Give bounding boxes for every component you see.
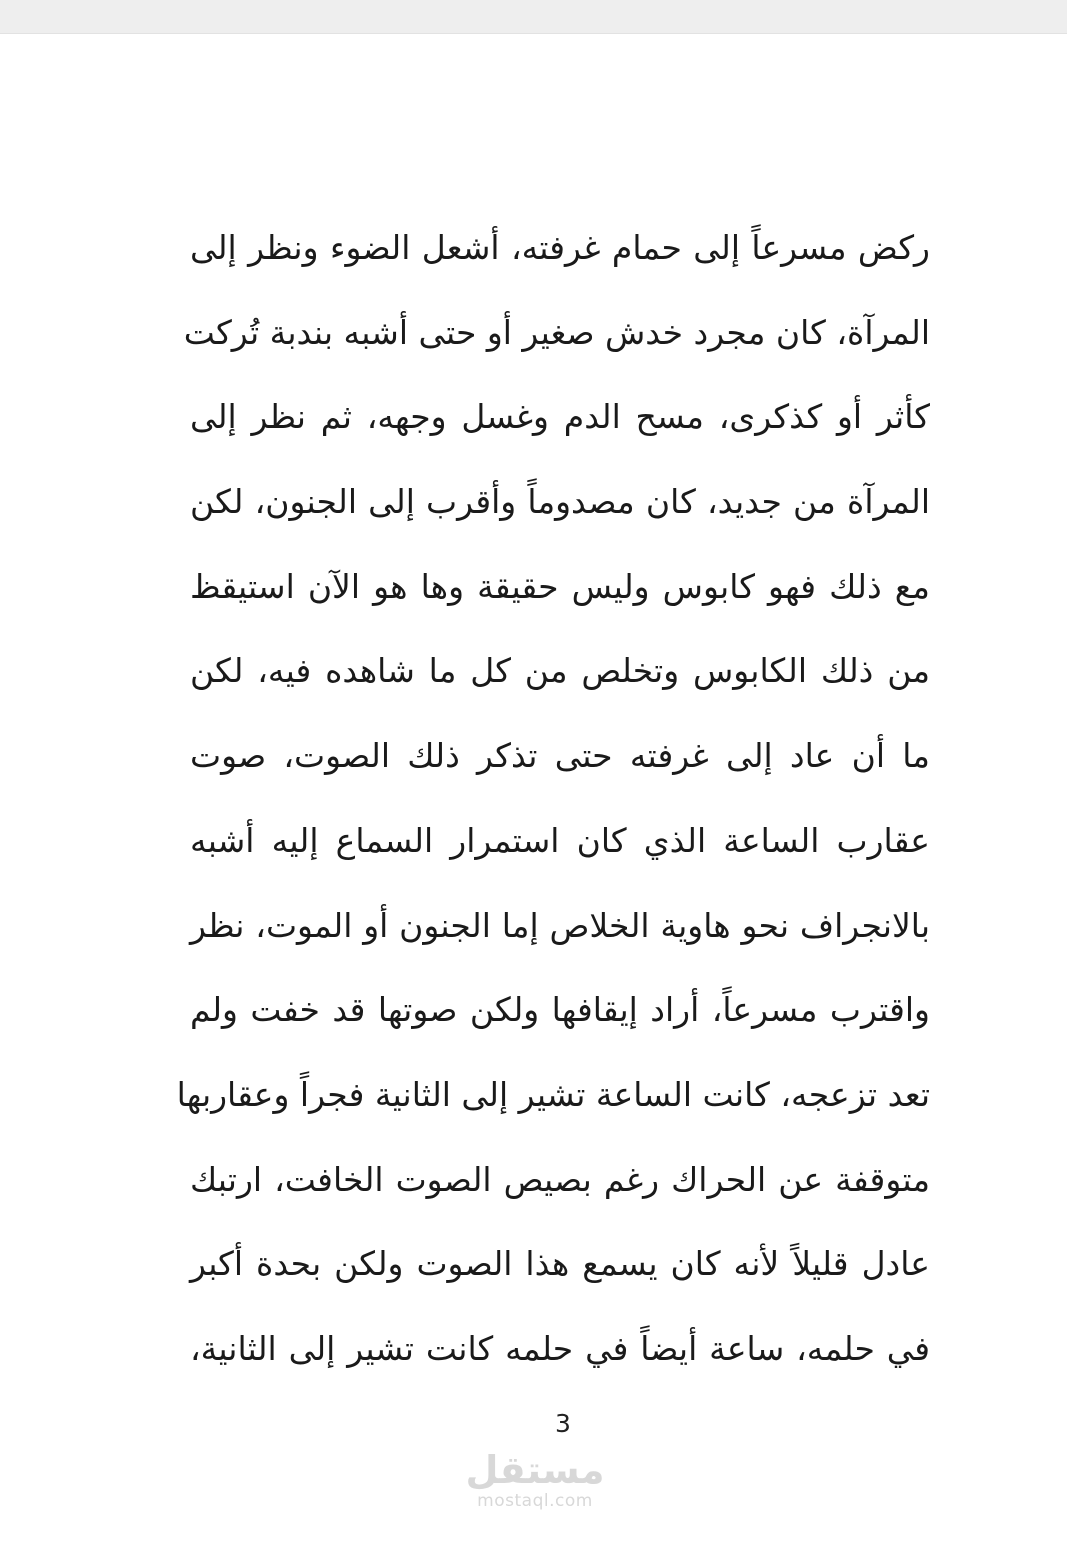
- page-body-text: [176, 212, 930, 1398]
- text-line-9: بالانجراف نحو هاوية الخلاص إما الجنون أو الموت، نظر: [190, 905, 930, 945]
- watermark-logo: مستقل: [465, 1448, 605, 1492]
- text-line-4: المرآة من جديد، كان مصدوماً وأقرب إلى الجنون، لكن: [190, 482, 930, 522]
- page-number: 3: [555, 1409, 571, 1438]
- text-line-11: تعد تزعجه، كانت الساعة تشير إلى الثانية فجراً وعقاربها: [176, 1074, 930, 1114]
- text-line-12: متوقفة عن الحراك رغم بصيص الصوت الخافت، ارتبك: [190, 1159, 930, 1199]
- text-line-8: عقارب الساعة الذي كان استمرار السماع إليه أشبه: [190, 820, 930, 860]
- text-line-2: المرآة، كان مجرد خدش صغير أو حتى أشبه بندبة تُركت: [183, 312, 930, 352]
- top-toolbar-strip: [0, 0, 1067, 34]
- text-line-5: مع ذلك فهو كابوس وليس حقيقة وها هو الآن استيقظ: [190, 566, 930, 606]
- text-line-6: من ذلك الكابوس وتخلص من كل ما شاهده فيه، لكن: [190, 651, 930, 691]
- text-line-10: واقترب مسرعاً، أراد إيقافها ولكن صوتها قد خفت ولم: [190, 990, 930, 1030]
- watermark-site: mostaql.com: [477, 1491, 593, 1511]
- watermark: [440, 1448, 630, 1510]
- text-line-3: كأثر أو كذكرى، مسح الدم وغسل وجهه، ثم نظر إلى: [190, 397, 930, 437]
- text-line-13: عادل قليلاً لأنه كان يسمع هذا الصوت ولكن بحدة أكبر: [190, 1244, 930, 1284]
- text-line-1: ركض مسرعاً إلى حمام غرفته، أشعل الضوء ونظر إلى: [190, 228, 930, 267]
- text-line-7: ما أن عاد إلى غرفته حتى تذكر ذلك الصوت، صوت: [190, 736, 930, 776]
- text-line-14: في حلمه، ساعة أيضاً في حلمه كانت تشير إلى الثانية،: [190, 1328, 930, 1368]
